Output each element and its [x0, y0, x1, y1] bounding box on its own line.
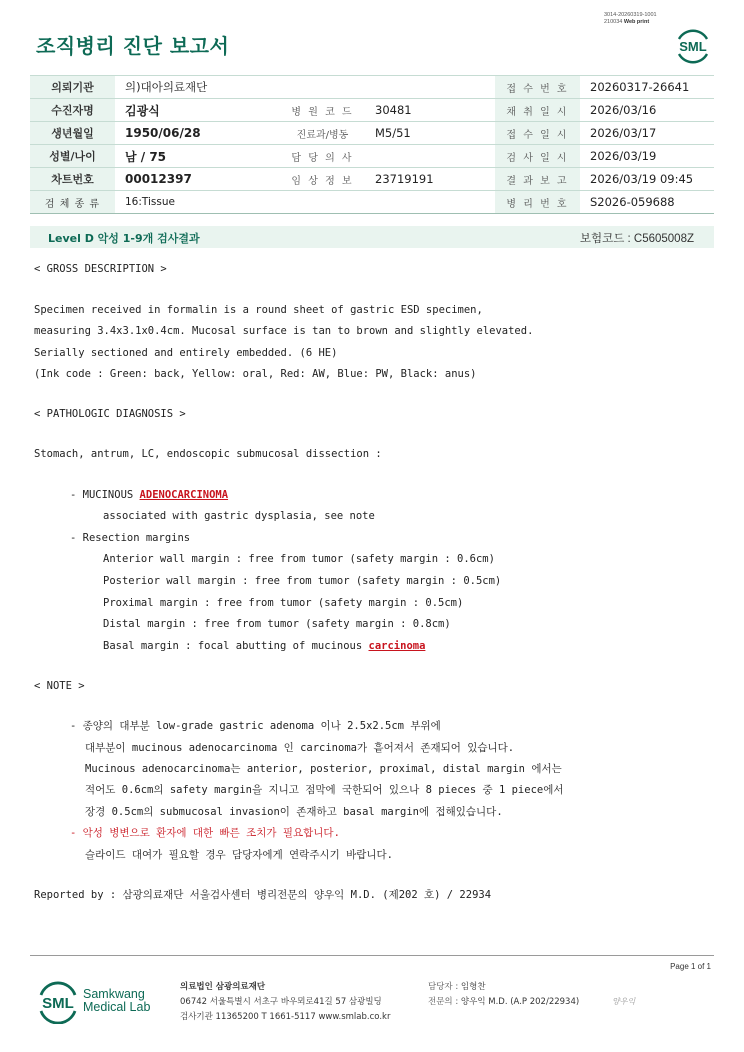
specialist-name: 양우익 M.D. (A.P 202/22934): [460, 997, 580, 1007]
diagnosis-prefix: - MUCINOUS: [70, 489, 140, 501]
margin-line: Anterior wall margin : free from tumor (safety margin : 0.6cm): [103, 553, 495, 565]
label-requesting-institution: 의뢰기관: [30, 76, 115, 99]
web-print-label: Web print: [623, 19, 650, 25]
footer-org-info: [180, 980, 390, 1025]
value-patient-name: 김광식: [115, 99, 280, 122]
footer-org-name: 의료법인 삼광의료재단: [180, 982, 266, 992]
reported-by: Reported by : 삼광의료재단 서울검사센터 병리전문의 양우익 M.D. (제202 호) / 22934: [34, 889, 492, 901]
patient-info-table: [30, 75, 714, 214]
label-result-report: 결 과 보 고: [495, 168, 580, 191]
report-code-number: 210034: [604, 19, 623, 25]
margin-highlight: carcinoma: [368, 640, 426, 652]
info-row: [30, 99, 714, 122]
gross-header: < GROSS DESCRIPTION >: [34, 263, 167, 275]
footer-staff-info: [428, 980, 579, 1010]
insurance-code: 보험코드 : C5605008Z: [579, 233, 694, 245]
level-label: Level D 악성 1-9개 검사결과: [48, 232, 200, 245]
value-test-date: 2026/03/19: [580, 145, 714, 168]
value-chart-number: 00012397: [115, 168, 280, 191]
label-chart-number: 차트번호: [30, 168, 115, 191]
note-alert: - 악성 병변으로 환자에 대한 빠른 조치가 필요합니다.: [70, 827, 340, 839]
gross-line: Serially sectioned and entirely embedded. (6 HE): [34, 347, 338, 359]
specialist-label: 전문의 :: [428, 997, 459, 1007]
value-clinical-info: 23719191: [365, 168, 495, 191]
value-collection-date: 2026/03/16: [580, 99, 714, 122]
staff-label: 담당자 :: [428, 982, 459, 992]
diagnosis-site: Stomach, antrum, LC, endoscopic submucosal dissection :: [34, 448, 382, 460]
footer-logo-text: SML: [42, 995, 74, 1012]
footer-company-name-line1: Samkwang: [83, 987, 145, 1001]
page-number: Page 1 of 1: [670, 962, 711, 971]
value-received-date: 2026/03/17: [580, 122, 714, 145]
diagnosis-subline: associated with gastric dysplasia, see note: [103, 510, 375, 522]
label-received-date: 접 수 일 시: [495, 122, 580, 145]
footer-divider: [30, 955, 714, 956]
footer-contact: 검사기관 11365200 T 1661-5117 www.smlab.co.kr: [180, 1012, 391, 1022]
value-requesting-institution: 의)대아의료재단: [115, 76, 495, 99]
value-specimen-type: 16:Tissue: [115, 191, 495, 214]
label-hospital-code: 병 원 코 드: [280, 99, 365, 122]
label-pathology-number: 병 리 번 호: [495, 191, 580, 214]
label-sex-age: 성별/나이: [30, 145, 115, 168]
value-hospital-code: 30481: [365, 99, 495, 122]
label-physician: 담 당 의 사: [280, 145, 365, 168]
footer-address: 06742 서울특별시 서초구 바우뫼로41길 57 삼광빌딩: [180, 997, 382, 1007]
value-sex-age: 남 / 75: [115, 145, 280, 168]
gross-line: Specimen received in formalin is a round sheet of gastric ESD specimen,: [34, 304, 483, 316]
margin-line: Distal margin : free from tumor (safety margin : 0.8cm): [103, 618, 451, 630]
staff-name: 임형찬: [460, 982, 486, 992]
note-line: - 종양의 대부분 low-grade gastric adenoma 이나 2.5x2.5cm 부위에: [70, 720, 441, 732]
label-department-ward: 진료과/병동: [280, 122, 365, 145]
diagnosis-item: [70, 488, 228, 502]
report-code-line2: [604, 19, 657, 26]
margin-line: [103, 639, 425, 653]
footer-company-name: [83, 988, 150, 1014]
label-patient-name: 수진자명: [30, 99, 115, 122]
signature: 양우익: [612, 997, 636, 1006]
note-line: 대부분이 mucinous adenocarcinoma 인 carcinoma가 흩어져서 존재되어 있습니다.: [85, 742, 515, 754]
level-bar: [30, 226, 714, 248]
diagnosis-highlight: ADENOCARCINOMA: [139, 489, 229, 501]
sml-logo-icon: [672, 24, 714, 66]
margin-line: Proximal margin : free from tumor (safety margin : 0.5cm): [103, 597, 464, 609]
label-clinical-info: 임 상 정 보: [280, 168, 365, 191]
note-line: 적어도 0.6cm의 safety margin을 지니고 점막에 국한되어 있으나 8 pieces 중 1 piece에서: [85, 784, 564, 796]
report-code: [604, 12, 657, 26]
note-line: Mucinous adenocarcinoma는 anterior, posterior, proximal, distal margin 에서는: [85, 763, 562, 775]
info-row: [30, 168, 714, 191]
margin-prefix: Basal margin : focal abutting of mucinous: [103, 640, 369, 652]
report-code-line1: 3014-20260319-1001: [604, 12, 657, 18]
label-birth-date: 생년월일: [30, 122, 115, 145]
page-title: 조직병리 진단 보고서: [36, 34, 230, 58]
diagnosis-item: - Resection margins: [70, 532, 191, 544]
value-physician: [365, 145, 495, 168]
value-birth-date: 1950/06/28: [115, 122, 280, 145]
note-line: 슬라이드 대여가 필요할 경우 담당자에게 연락주시기 바랍니다.: [85, 849, 393, 861]
note-line: 장경 0.5cm의 submucosal invasion이 존재하고 basal margin에 접해있습니다.: [85, 806, 503, 818]
info-row: [30, 122, 714, 145]
label-test-date: 검 사 일 시: [495, 145, 580, 168]
logo-text: SML: [679, 39, 707, 54]
info-row: [30, 76, 714, 99]
margin-line: Posterior wall margin : free from tumor (safety margin : 0.5cm): [103, 575, 502, 587]
footer-company-name-line2: Medical Lab: [83, 1000, 151, 1014]
value-pathology-number: S2026-059688: [580, 191, 714, 214]
label-collection-date: 채 취 일 시: [495, 99, 580, 122]
info-row: [30, 145, 714, 168]
note-header: < NOTE >: [34, 680, 85, 692]
value-department-ward: M5/51: [365, 122, 495, 145]
value-result-report: 2026/03/19 09:45: [580, 168, 714, 191]
info-row: [30, 191, 714, 214]
value-accession-number: 20260317-26641: [580, 76, 714, 99]
diagnosis-header: < PATHOLOGIC DIAGNOSIS >: [34, 408, 186, 420]
footer-logo-icon: [36, 980, 80, 1024]
label-specimen-type: 검 체 종 류: [30, 191, 115, 214]
label-accession-number: 접 수 번 호: [495, 76, 580, 99]
gross-line: measuring 3.4x3.1x0.4cm. Mucosal surface is tan to brown and slightly elevated.: [34, 325, 534, 337]
gross-line: (Ink code : Green: back, Yellow: oral, Red: AW, Blue: PW, Black: anus): [34, 368, 477, 380]
